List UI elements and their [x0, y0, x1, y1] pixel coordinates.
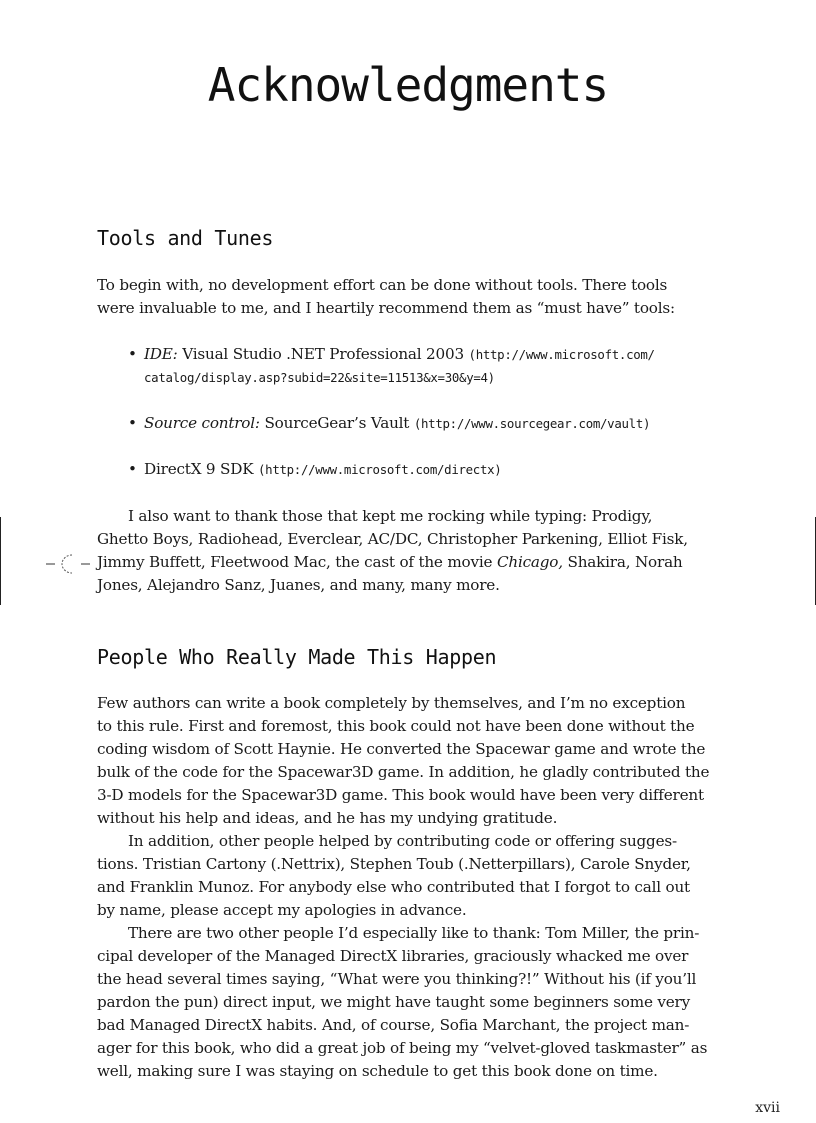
item-name: SourceGear’s Vault	[264, 414, 410, 432]
item-url: (http://www.microsoft.com/	[468, 347, 655, 362]
item-label: IDE:	[144, 345, 178, 363]
text-line: There are two other people I’d especially like to thank: Tom Miller, the prin-	[128, 924, 700, 942]
text-line: In addition, other people helped by contributing code or offering sugges-	[128, 832, 677, 850]
text-line: were invaluable to me, and I heartily recommend them as “must have” tools:	[97, 299, 675, 317]
item-url: (http://www.microsoft.com/directx)	[258, 462, 502, 477]
bullet-icon: •	[128, 460, 137, 478]
text-line: to this rule. First and foremost, this book could not have been done without the	[97, 717, 695, 735]
text-line	[97, 551, 707, 574]
list-item-source-control	[128, 412, 650, 435]
text-line: bad Managed DirectX habits. And, of course, Sofia Marchant, the project man-	[97, 1016, 690, 1034]
text-line: 3-D models for the Spacewar3D game. This book would have been very different	[97, 786, 704, 804]
text-line: well, making sure I was staying on schedule to get this book done on time.	[97, 1062, 658, 1080]
text-line: by name, please accept my apologies in advance.	[97, 901, 467, 919]
item-url: (http://www.sourcegear.com/vault)	[413, 416, 651, 431]
people-paragraph-3	[97, 922, 707, 1083]
text-line: without his help and ideas, and he has my undying gratitude.	[97, 809, 558, 827]
text-run: Jimmy Buffett, Fleetwood Mac, the cast of the movie	[97, 553, 497, 571]
text-line: coding wisdom of Scott Haynie. He converted the Spacewar game and wrote the	[97, 740, 706, 758]
people-paragraph-1	[97, 692, 710, 830]
item-label: Source control:	[144, 414, 260, 432]
item-name: Visual Studio .NET Professional 2003	[182, 345, 464, 363]
text-line: pardon the pun) direct input, we might have taught some beginners some very	[97, 993, 690, 1011]
tools-intro-paragraph	[97, 274, 707, 320]
registration-mark-icon	[46, 551, 92, 577]
page-title: Acknowledgments	[207, 58, 609, 112]
item-url-continued: catalog/display.asp?subid=22&site=11513&x=30&y=4)	[144, 370, 495, 385]
movie-title: Chicago,	[496, 553, 563, 571]
text-line: cipal developer of the Managed DirectX libraries, graciously whacked me over	[97, 947, 689, 965]
text-line: Jones, Alejandro Sanz, Juanes, and many, many more.	[97, 576, 500, 594]
music-paragraph	[97, 505, 707, 597]
text-line: Few authors can write a book completely by themselves, and I’m no exception	[97, 694, 686, 712]
text-line: To begin with, no development effort can be done without tools. There tools	[97, 276, 668, 294]
text-line: ager for this book, who did a great job of being my “velvet-gloved taskmaster” as	[97, 1039, 708, 1057]
text-line: I also want to thank those that kept me rocking while typing: Prodigy,	[128, 507, 653, 525]
item-name: DirectX 9 SDK	[144, 460, 254, 478]
list-item-ide	[128, 343, 655, 389]
people-paragraph-2	[97, 830, 707, 922]
list-item-directx	[128, 458, 501, 481]
section-heading-people: People Who Really Made This Happen	[97, 645, 497, 669]
page-number: xvii	[755, 1100, 780, 1116]
text-line: and Franklin Munoz. For anybody else who contributed that I forgot to call out	[97, 878, 690, 896]
bullet-icon: •	[128, 345, 137, 363]
text-run: Shakira, Norah	[562, 553, 683, 571]
section-heading-tools: Tools and Tunes	[97, 226, 274, 250]
text-line: the head several times saying, “What were you thinking?!” Without his (if you’ll	[97, 970, 697, 988]
text-line: Ghetto Boys, Radiohead, Everclear, AC/DC, Christopher Parkening, Elliot Fisk,	[97, 530, 688, 548]
crop-mark-left	[0, 517, 1, 605]
bullet-icon: •	[128, 414, 137, 432]
text-line: bulk of the code for the Spacewar3D game. In addition, he gladly contributed the	[97, 763, 710, 781]
text-line: tions. Tristian Cartony (.Nettrix), Stephen Toub (.Netterpillars), Carole Snyder,	[97, 855, 691, 873]
